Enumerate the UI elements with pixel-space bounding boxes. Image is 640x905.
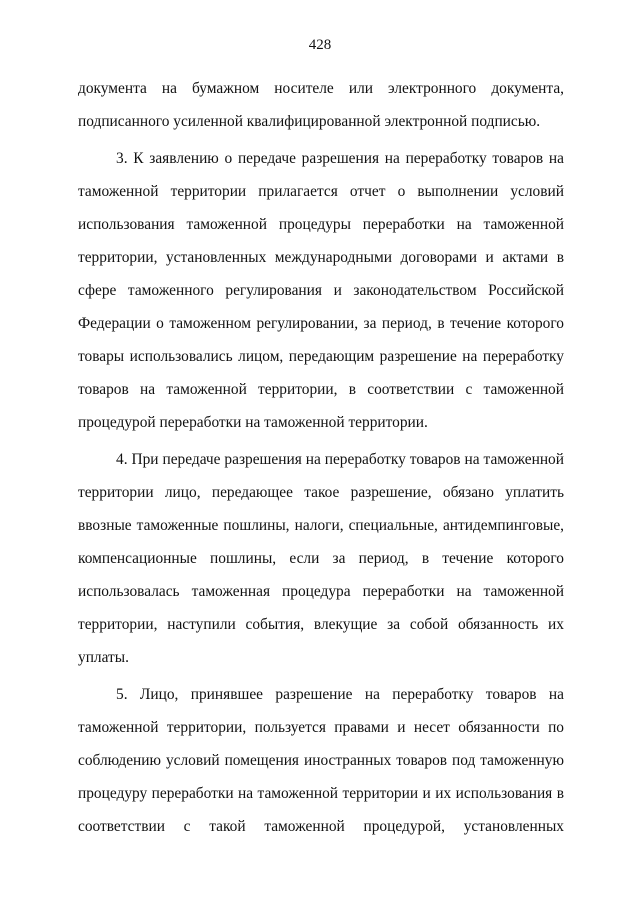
text-line: Федерации о таможенном регулировании, за период, в течение которого (78, 315, 564, 332)
text-line: таможенной территории прилагается отчет о выполнении условий (78, 183, 564, 200)
text-line: товары использовались лицом, передающим разрешение на переработку (78, 348, 564, 365)
text-line: ввозные таможенные пошлины, налоги, специальные, антидемпинговые, (78, 517, 564, 534)
paragraph-item-5 (78, 678, 564, 843)
paragraph-item-3 (78, 142, 564, 439)
text-line: процедуру переработки на таможенной территории и их использования в (78, 785, 564, 802)
text-line: таможенной территории, пользуется правами и несет обязанности по (78, 719, 564, 736)
text-line: 3. К заявлению о передаче разрешения на переработку товаров на (116, 150, 564, 167)
text-line: соответствии с такой таможенной процедурой, установленных (78, 818, 564, 835)
text-line: 5. Лицо, принявшее разрешение на переработку товаров на (116, 686, 564, 703)
text-line: использования таможенной процедуры переработки на таможенной (78, 216, 564, 233)
text-line: территории, установленных международными договорами и актами в (78, 249, 564, 266)
document-body (78, 72, 564, 843)
paragraph-item-4 (78, 443, 564, 674)
text-line: товаров на таможенной территории, в соответствии с таможенной (78, 381, 564, 398)
text-line: 4. При передаче разрешения на переработку товаров на таможенной (116, 451, 564, 468)
text-line: территории, наступили события, влекущие за собой обязанность их (78, 616, 564, 633)
page-number: 428 (308, 37, 332, 53)
text-line: сфере таможенного регулирования и законодательством Российской (78, 282, 564, 299)
text-line: документа на бумажном носителе или электронного документа, (78, 80, 564, 97)
paragraph-continuation (78, 72, 564, 138)
text-line: компенсационные пошлины, если за период, в течение которого (78, 550, 564, 567)
text-line: использовалась таможенная процедура переработки на таможенной (78, 583, 564, 600)
text-line: территории лицо, передающее такое разрешение, обязано уплатить (78, 484, 564, 501)
text-line: подписанного усиленной квалифицированной электронной подписью. (78, 113, 541, 130)
text-line: процедурой переработки на таможенной территории. (78, 414, 428, 431)
text-line: уплаты. (78, 649, 129, 666)
text-line: соблюдению условий помещения иностранных товаров под таможенную (78, 752, 564, 769)
